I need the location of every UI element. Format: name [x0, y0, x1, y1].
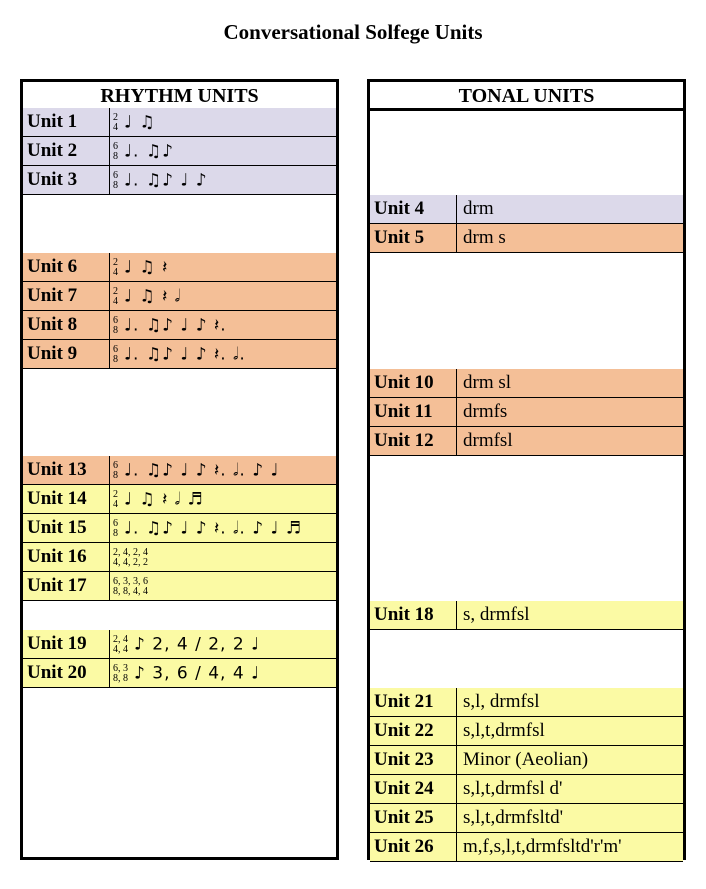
time-signature-bottom: 4, 4, 2, 2 — [113, 556, 148, 568]
page-title: Conversational Solfege Units — [223, 20, 483, 44]
tonal-units-table — [367, 79, 686, 860]
rhythm-notation — [113, 108, 336, 136]
tonal-unit-row — [370, 195, 683, 224]
tonal-unit-row — [370, 688, 683, 717]
time-signature-bottom: 8, 8, 4, 4 — [113, 585, 148, 597]
time-signature — [113, 171, 118, 191]
rhythm-notation — [113, 572, 336, 600]
unit-label: Unit 5 — [370, 224, 457, 252]
time-signature-top: 2, 4, 2, 4 — [113, 546, 148, 558]
time-signature — [113, 461, 118, 481]
unit-label: Unit 11 — [370, 398, 457, 426]
note-symbols: ♪ 3, 6 / 4, 4 ♩ — [134, 663, 261, 684]
time-signature — [113, 577, 148, 597]
unit-label: Unit 14 — [23, 485, 110, 513]
rhythm-notation — [113, 137, 336, 165]
time-signature-bottom: 8 — [113, 353, 118, 365]
time-signature-bottom: 8 — [113, 324, 118, 336]
rhythm-notation — [113, 630, 336, 658]
unit-label: Unit 12 — [370, 427, 457, 455]
rhythm-unit-row — [23, 456, 336, 485]
tonal-unit-row — [370, 804, 683, 833]
rhythm-notation — [113, 340, 336, 368]
time-signature-bottom: 8 — [113, 150, 118, 162]
time-signature — [113, 113, 118, 133]
solfege-syllables: Minor (Aeolian) — [463, 749, 589, 770]
rhythm-unit-row — [23, 166, 336, 195]
rhythm-unit-row — [23, 137, 336, 166]
time-signature-bottom: 4 — [113, 295, 118, 307]
rhythm-notation — [113, 485, 336, 513]
solfege-syllables: drm — [463, 198, 494, 219]
solfege-syllables: s, drmfsl — [463, 604, 530, 625]
solfege-syllables: drmfs — [463, 401, 508, 422]
tonal-unit-row — [370, 427, 683, 456]
note-symbols: ♩ ♫ 𝄽 𝅗𝅥 ♬ — [124, 489, 204, 510]
rhythm-unit-row — [23, 282, 336, 311]
note-symbols: ♩. ♫♪ ♩ ♪ 𝄽. — [124, 315, 227, 336]
time-signature-top: 6 — [113, 459, 118, 471]
rhythm-unit-row — [23, 485, 336, 514]
tonal-unit-row — [370, 833, 683, 862]
time-signature-top: 6, 3 — [113, 662, 128, 674]
rhythm-unit-row — [23, 543, 336, 572]
solfege-syllables: s,l,t,drmfsl — [463, 720, 545, 741]
time-signature-top: 2 — [113, 256, 118, 268]
time-signature-top: 6 — [113, 169, 118, 181]
unit-label: Unit 22 — [370, 717, 457, 745]
rhythm-notation — [113, 166, 336, 194]
rhythm-unit-row — [23, 340, 336, 369]
solfege-syllables: s,l,t,drmfsl d' — [463, 778, 563, 799]
time-signature — [113, 664, 128, 684]
unit-label: Unit 1 — [23, 108, 110, 136]
time-signature — [113, 142, 118, 162]
time-signature-top: 2 — [113, 285, 118, 297]
time-signature — [113, 490, 118, 510]
rhythm-unit-row — [23, 108, 336, 137]
rhythm-header: RHYTHM UNITS — [23, 82, 336, 111]
note-symbols: ♩. ♫♪ ♩ ♪ — [124, 170, 208, 191]
note-symbols: ♪ 2, 4 / 2, 2 ♩ — [134, 634, 261, 655]
unit-label: Unit 13 — [23, 456, 110, 484]
rhythm-notation — [113, 311, 336, 339]
note-symbols: ♩. ♫♪ — [124, 141, 174, 162]
solfege-syllables: s,l,t,drmfsltd' — [463, 807, 564, 828]
time-signature-top: 2 — [113, 111, 118, 123]
rhythm-unit-row — [23, 630, 336, 659]
time-signature — [113, 519, 118, 539]
rhythm-unit-row — [23, 659, 336, 688]
unit-label: Unit 20 — [23, 659, 110, 687]
solfege-syllables: s,l, drmfsl — [463, 691, 540, 712]
solfege-syllables: drmfsl — [463, 430, 513, 451]
tonal-unit-row — [370, 224, 683, 253]
rhythm-notation — [113, 253, 336, 281]
note-symbols: ♩. ♫♪ ♩ ♪ 𝄽. 𝅗𝅥. — [124, 344, 246, 365]
time-signature-bottom: 8 — [113, 469, 118, 481]
note-symbols: ♩ ♫ 𝄽 𝅗𝅥 — [124, 286, 182, 307]
tonal-unit-row — [370, 775, 683, 804]
unit-label: Unit 24 — [370, 775, 457, 803]
rhythm-units-table — [20, 79, 339, 860]
tonal-header: TONAL UNITS — [370, 82, 683, 111]
time-signature-bottom: 8 — [113, 179, 118, 191]
time-signature-bottom: 4 — [113, 498, 118, 510]
unit-label: Unit 26 — [370, 833, 457, 861]
note-symbols: ♩. ♫♪ ♩ ♪ 𝄽. 𝅗𝅥. ♪ ♩ ♬ — [124, 518, 303, 539]
time-signature-bottom: 8, 8 — [113, 672, 128, 684]
unit-label: Unit 2 — [23, 137, 110, 165]
unit-label: Unit 18 — [370, 601, 457, 629]
time-signature-bottom: 8 — [113, 527, 118, 539]
rhythm-notation — [113, 543, 336, 571]
time-signature-top: 2 — [113, 488, 118, 500]
rhythm-notation — [113, 659, 336, 687]
time-signature-bottom: 4 — [113, 266, 118, 278]
time-signature-top: 6 — [113, 343, 118, 355]
unit-label: Unit 16 — [23, 543, 110, 571]
tonal-unit-row — [370, 601, 683, 630]
time-signature-top: 6, 3, 3, 6 — [113, 575, 148, 587]
time-signature — [113, 316, 118, 336]
unit-label: Unit 21 — [370, 688, 457, 716]
note-symbols: ♩ ♫ — [124, 112, 156, 133]
unit-label: Unit 7 — [23, 282, 110, 310]
time-signature-bottom: 4, 4 — [113, 643, 128, 655]
rhythm-notation — [113, 282, 336, 310]
tonal-unit-row — [370, 398, 683, 427]
unit-label: Unit 25 — [370, 804, 457, 832]
tonal-unit-row — [370, 717, 683, 746]
tonal-unit-row — [370, 369, 683, 398]
time-signature — [113, 635, 128, 655]
time-signature-bottom: 4 — [113, 121, 118, 133]
time-signature — [113, 548, 148, 568]
rhythm-unit-row — [23, 572, 336, 601]
unit-label: Unit 4 — [370, 195, 457, 223]
unit-label: Unit 10 — [370, 369, 457, 397]
time-signature-top: 2, 4 — [113, 633, 128, 645]
unit-label: Unit 15 — [23, 514, 110, 542]
unit-label: Unit 6 — [23, 253, 110, 281]
rhythm-unit-row — [23, 311, 336, 340]
time-signature-top: 6 — [113, 314, 118, 326]
unit-label: Unit 8 — [23, 311, 110, 339]
solfege-syllables: drm sl — [463, 372, 512, 393]
tonal-unit-row — [370, 746, 683, 775]
note-symbols: ♩. ♫♪ ♩ ♪ 𝄽. 𝅗𝅥. ♪ ♩ — [124, 460, 280, 481]
time-signature — [113, 287, 118, 307]
rhythm-unit-row — [23, 253, 336, 282]
unit-label: Unit 9 — [23, 340, 110, 368]
note-symbols: ♩ ♫ 𝄽 — [124, 257, 169, 278]
unit-label: Unit 23 — [370, 746, 457, 774]
solfege-syllables: drm s — [463, 227, 506, 248]
time-signature — [113, 345, 118, 365]
unit-label: Unit 3 — [23, 166, 110, 194]
solfege-syllables: m,f,s,l,t,drmfsltd'r'm' — [463, 836, 622, 857]
unit-label: Unit 19 — [23, 630, 110, 658]
rhythm-notation — [113, 514, 336, 542]
time-signature-top: 6 — [113, 517, 118, 529]
rhythm-notation — [113, 456, 336, 484]
time-signature — [113, 258, 118, 278]
time-signature-top: 6 — [113, 140, 118, 152]
unit-label: Unit 17 — [23, 572, 110, 600]
rhythm-unit-row — [23, 514, 336, 543]
